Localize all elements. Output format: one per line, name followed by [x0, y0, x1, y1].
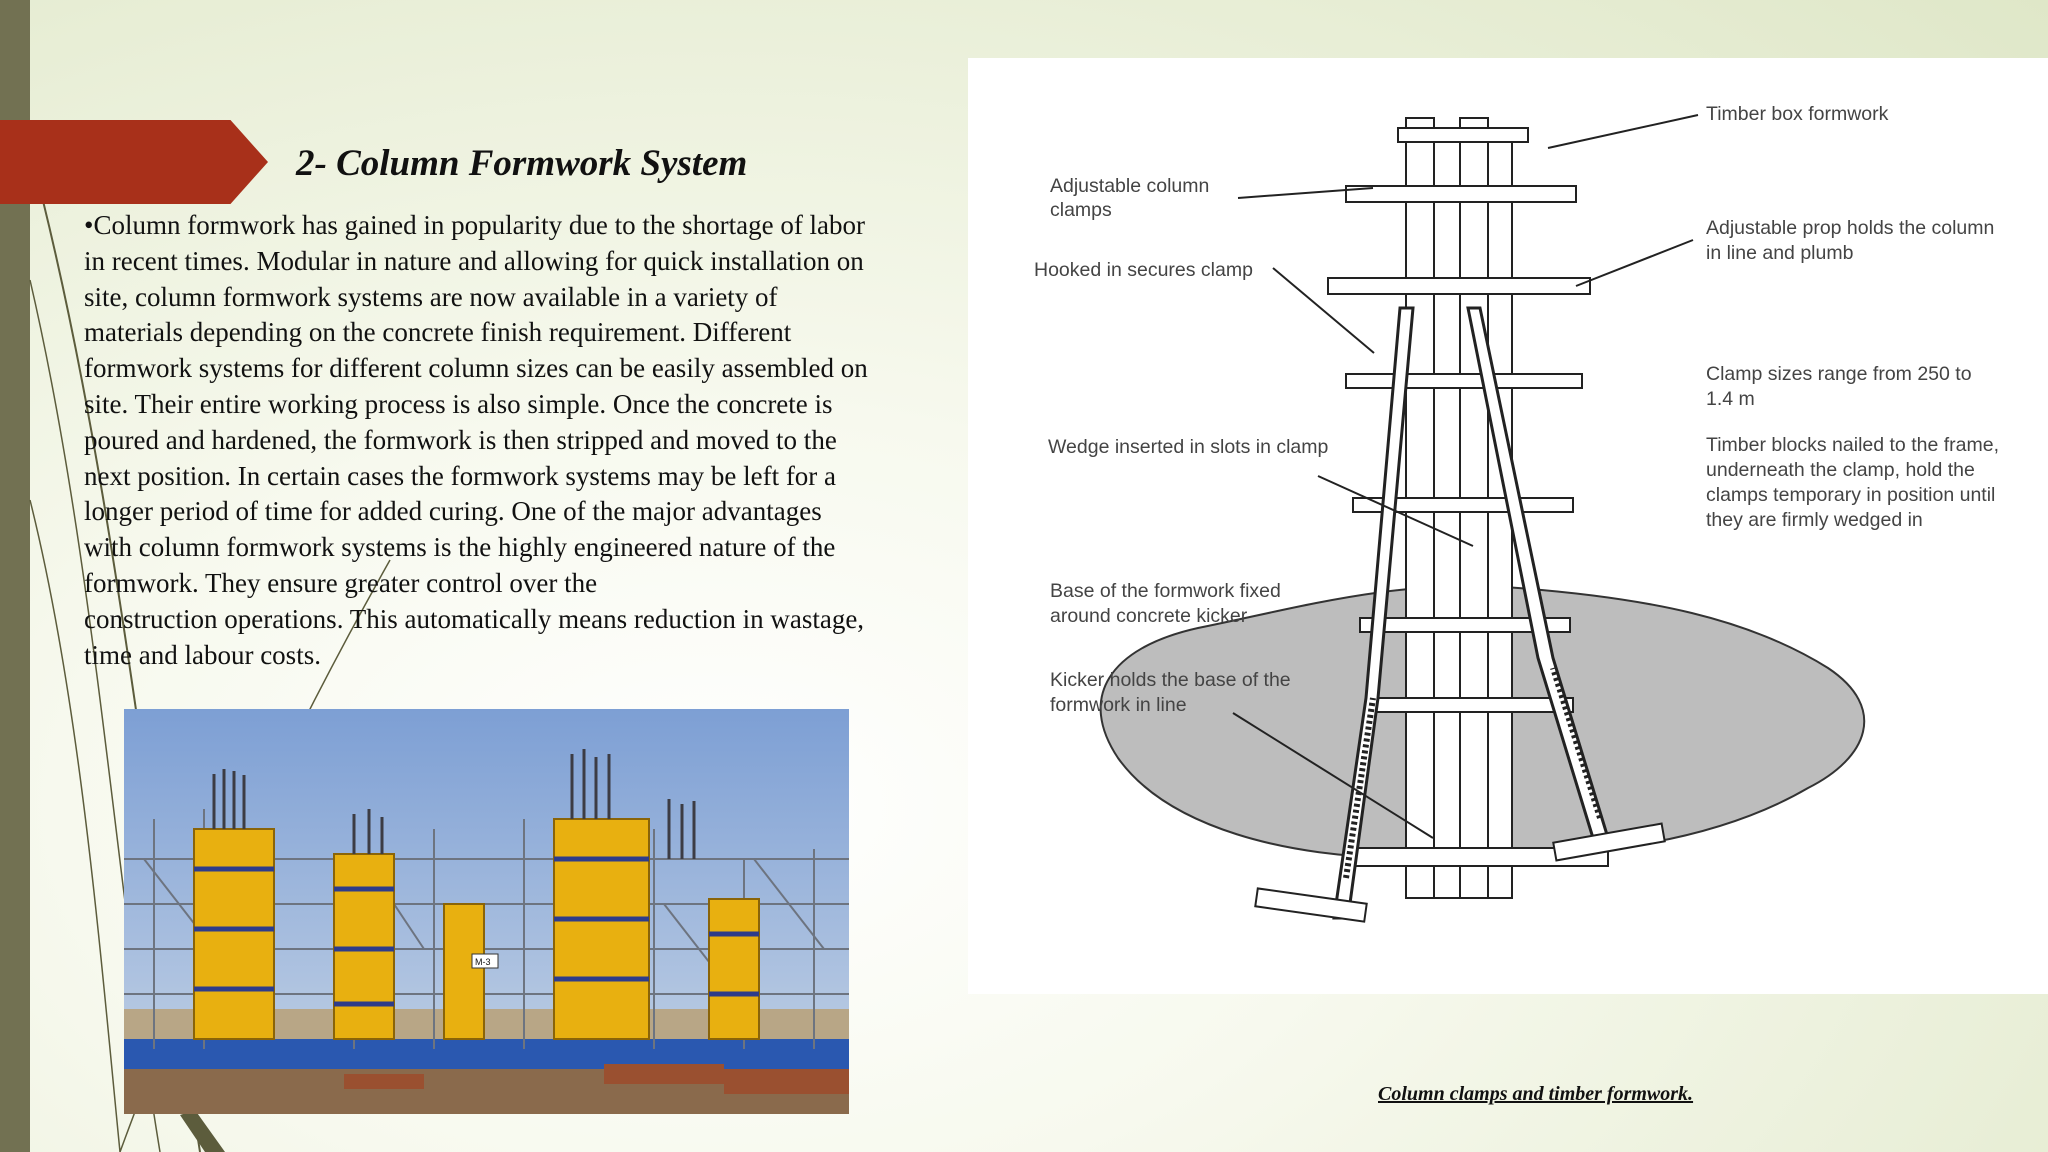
slide-title: 2- Column Formwork System [296, 143, 748, 184]
paragraph-line: with column formwork systems is the highly engineered nature of the [84, 532, 836, 563]
label-timber-blocks-line4: they are firmly wedged in [1706, 509, 1923, 531]
label-timber-blocks-line1: Timber blocks nailed to the frame, [1706, 434, 1999, 456]
paragraph-line: formwork. They ensure greater control over the [84, 567, 598, 598]
paragraph-line: time and labour costs. [84, 639, 321, 670]
paragraph-line: site. Their entire working process is also simple. Once the concrete is [84, 388, 833, 419]
label-clamp-sizes-line2: 1.4 m [1706, 388, 1755, 410]
paragraph-line: materials depending on the concrete finish requirement. Different [84, 317, 792, 348]
label-timber-blocks-line2: underneath the clamp, hold the [1706, 459, 1975, 481]
body-paragraph [84, 208, 960, 673]
paragraph-line: in recent times. Modular in nature and allowing for quick installation on [84, 245, 864, 276]
label-hooked: Hooked in secures clamp [1034, 259, 1253, 281]
paragraph-line: poured and hardened, the formwork is then stripped and moved to the [84, 424, 837, 455]
paragraph-line: formwork systems for different column sizes can be easily assembled on [84, 353, 868, 384]
construction-site-photo [124, 709, 849, 1114]
label-timber-box: Timber box formwork [1706, 103, 1889, 125]
diagram-caption: Column clamps and timber formwork. [1378, 1083, 1694, 1105]
label-adjustable-clamps-line2: clamps [1050, 199, 1112, 221]
column-formwork-diagram [968, 58, 2048, 994]
label-kicker-line1: Kicker holds the base of the [1050, 669, 1291, 691]
label-kicker-line2: formwork in line [1050, 694, 1187, 716]
label-prop-line1: Adjustable prop holds the column [1706, 217, 1995, 239]
paragraph-line: next position. In certain cases the formwork systems may be left for a [84, 460, 837, 491]
label-prop-line2: in line and plumb [1706, 242, 1854, 264]
paragraph-line: longer period of time for added curing. One of the major advantages [84, 496, 822, 527]
label-base-line1: Base of the formwork fixed [1050, 580, 1281, 602]
paragraph-line: •Column formwork has gained in popularity due to the shortage of labor [84, 210, 866, 240]
label-clamp-sizes-line1: Clamp sizes range from 250 to [1706, 363, 1972, 385]
paragraph-line: site, column formwork systems are now available in a variety of [84, 281, 778, 312]
title-arrow-shape [0, 120, 268, 204]
formwork-diagram-panel [968, 58, 2048, 994]
label-base-line2: around concrete kicker [1050, 605, 1248, 627]
label-timber-blocks-line3: clamps temporary in position until [1706, 484, 1996, 506]
label-wedge: Wedge inserted in slots in clamp [1048, 436, 1329, 458]
paragraph-line: construction operations. This automatically means reduction in wastage, [84, 603, 865, 634]
label-adjustable-clamps-line1: Adjustable column [1050, 175, 1210, 197]
photo-sign-text: M-3 [475, 957, 491, 967]
